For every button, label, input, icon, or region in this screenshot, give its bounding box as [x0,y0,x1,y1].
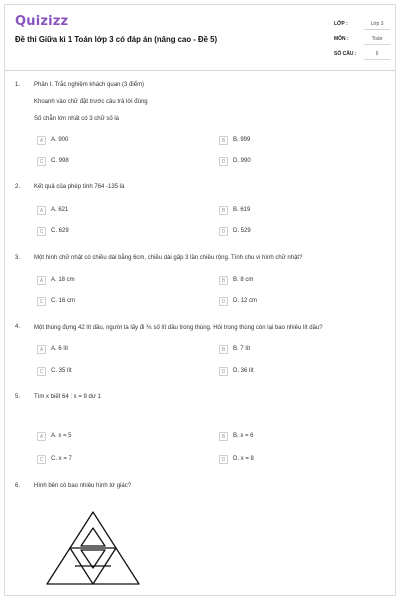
option-text: A. 900 [51,137,69,143]
option-letter-box: C [37,455,46,464]
question-1-line-3: Số chẵn lớn nhất có 3 chữ số là [34,116,120,122]
option-text: D. 12 cm [233,298,258,304]
option-text: B. 7 lít [233,346,251,352]
question-2-number: 2. [15,184,21,190]
meta-grade-label: LỚP : [334,21,348,27]
question-3-number: 3. [15,255,21,261]
option-letter-box: D [219,455,228,464]
meta-subject-value: Toán [364,35,390,45]
meta-subject [334,32,392,46]
quizizz-logo: Quizizz [15,14,69,29]
option-text: A. x = 5 [51,433,72,439]
quadrilateral-figure [45,510,141,586]
option-text: A. 18 cm [51,277,75,283]
option-text: C. 629 [51,228,69,234]
option-text: D. 990 [233,158,251,164]
option-letter-box: A [37,345,46,354]
option-text: B. 619 [233,207,251,213]
option-letter-box: A [37,206,46,215]
option-letter-box: B [219,345,228,354]
question-4-number: 4. [15,324,21,330]
question-1-line-1: Phần I. Trắc nghiệm khách quan (3 điểm) [34,82,145,88]
meta-question-count-label: SỐ CÂU : [334,51,357,57]
option-letter-box: B [219,276,228,285]
option-text: C. 16 cm [51,298,76,304]
meta-grade-value: Lớp 3 [364,20,390,30]
option-letter-box: C [37,227,46,236]
question-5-line-1: Tìm x biết 64 : x = 9 dư 1 [34,394,101,400]
option-text: B. 999 [233,137,251,143]
option-letter-box: C [37,367,46,376]
option-text: C. 998 [51,158,69,164]
upper-small-triangle [81,528,105,546]
option-letter-box: A [37,276,46,285]
question-3-line-1: Một hình chữ nhật có chiều dài bằng 6cm, chiều dài gấp 3 lần chiều rộng. Tính chu vi hình chữ nhật? [34,255,303,261]
worksheet-header [5,5,395,71]
question-6-line-1: Hình bên có bao nhiêu hình tứ giác? [34,483,132,489]
option-text: B. x = 6 [233,433,254,439]
question-1-line-2: Khoanh vào chữ đặt trước câu trả lời đúng [34,99,148,105]
option-letter-box: B [219,136,228,145]
meta-subject-label: MÔN : [334,36,349,42]
option-letter-box: D [219,367,228,376]
meta-grade [334,17,392,31]
meta-question-count-value: 6 [364,50,390,60]
option-letter-box: D [219,227,228,236]
meta-question-count [334,47,392,61]
option-letter-box: C [37,157,46,166]
option-text: D. x = 8 [233,456,254,462]
option-letter-box: B [219,432,228,441]
option-letter-box: A [37,136,46,145]
question-2-line-1: Kết quả của phép tính 764 -135 là [34,184,125,190]
question-6-number: 6. [15,483,21,489]
option-letter-box: D [219,297,228,306]
option-text: A. 621 [51,207,69,213]
option-letter-box: C [37,297,46,306]
option-text: D. 529 [233,228,251,234]
option-letter-box: D [219,157,228,166]
option-letter-box: B [219,206,228,215]
question-1-number: 1. [15,82,21,88]
option-text: C. 35 lít [51,368,72,374]
question-5-number: 5. [15,394,21,400]
option-text: C. x = 7 [51,456,72,462]
option-text: B. 8 cm [233,277,254,283]
question-4-line-1: Một thùng đựng 42 lít dầu, người ta lấy đi ⅙ số lít dầu trong thùng. Hỏi trong thùng còn lại bao nhiêu lít dầu? [34,325,323,331]
worksheet-title: Đề thi Giữa kì 1 Toán lớp 3 có đáp án (nâng cao - Đề 5) [15,35,218,44]
option-text: A. 6 lít [51,346,69,352]
option-text: D. 36 lít [233,368,254,374]
option-letter-box: A [37,432,46,441]
lower-small-triangle [81,550,105,568]
worksheet-page [4,4,396,596]
